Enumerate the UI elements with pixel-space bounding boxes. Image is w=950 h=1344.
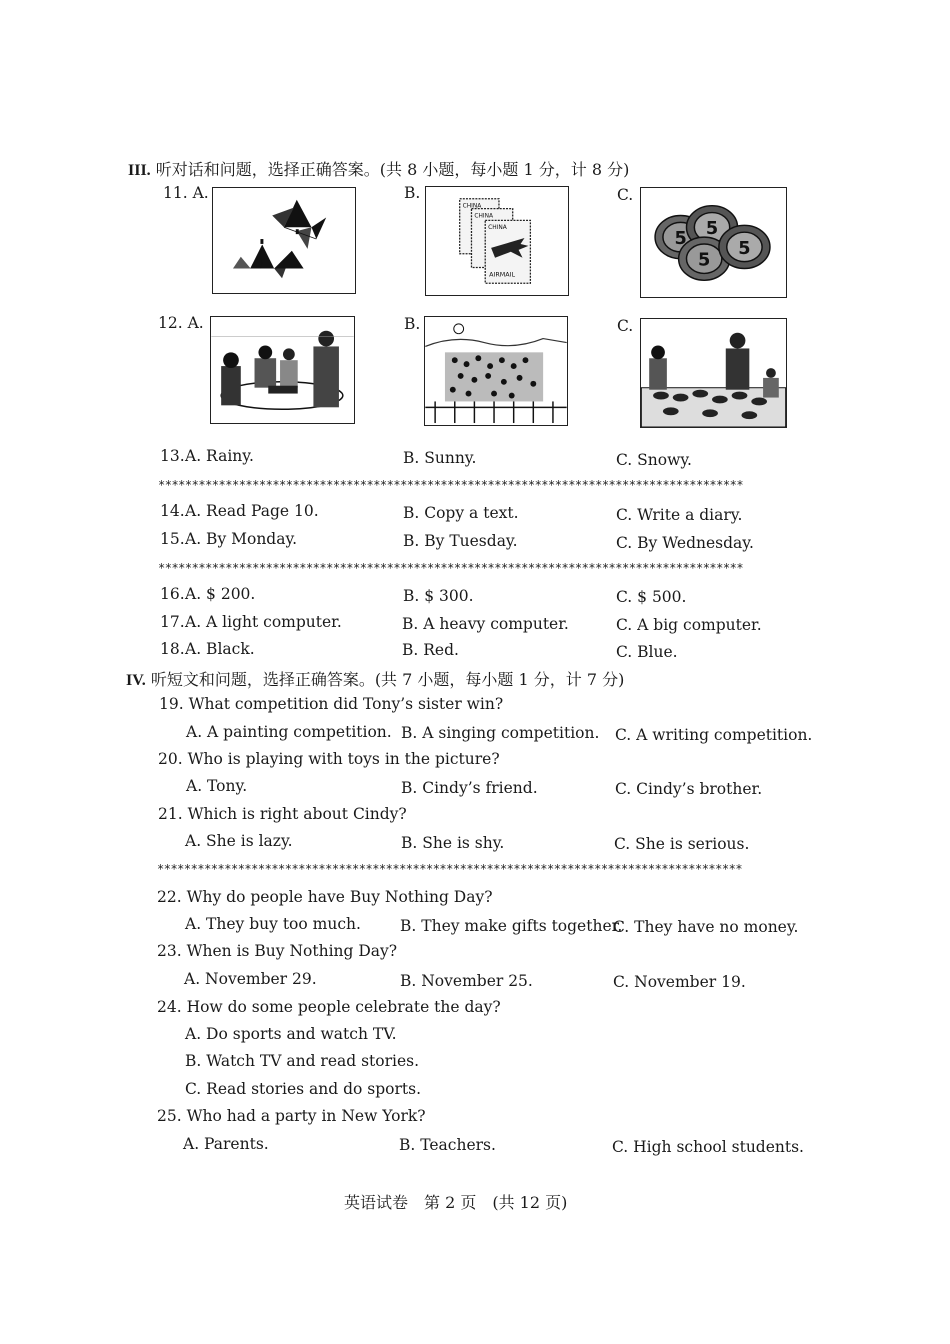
q14-option-c: C. Write a diary.	[616, 506, 743, 524]
q18-number: 18.	[160, 640, 185, 658]
q24-question: 24. How do some people celebrate the day?	[157, 998, 501, 1016]
q17-option-c: C. A big computer.	[616, 616, 762, 634]
coin-1-value: 5	[674, 228, 687, 249]
q24-option-b: B. Watch TV and read stories.	[185, 1052, 420, 1070]
q21-option-a: A. She is lazy.	[185, 832, 293, 850]
q11-c-label: C.	[617, 186, 634, 204]
q12-option-b-park-crowd-picture	[424, 316, 568, 426]
q15-option-b: B. By Tuesday.	[403, 532, 518, 550]
q11-label: 11. A.	[163, 184, 209, 202]
q12-c-label: C.	[617, 317, 634, 335]
q20-option-b: B. Cindy’s friend.	[401, 779, 538, 797]
q17-number: 17.	[160, 613, 185, 631]
q11-b-label: B.	[404, 184, 421, 202]
q25-question: 25. Who had a party in New York?	[157, 1107, 426, 1125]
q20-question: 20. Who is playing with toys in the picture?	[158, 750, 500, 768]
section-4-heading	[126, 667, 624, 690]
q17-option-b: B. A heavy computer.	[402, 615, 569, 633]
q12-option-c-market-picture	[640, 318, 787, 428]
coin-4-value: 5	[738, 238, 751, 259]
q16-option-a: A. $ 200.	[185, 585, 256, 603]
q13-option-b: B. Sunny.	[403, 449, 477, 467]
stamp-1-label: CHINA	[462, 203, 482, 210]
q18-option-a: A. Black.	[185, 640, 255, 658]
coin-2-value: 5	[705, 219, 719, 240]
q21-option-c: C. She is serious.	[614, 835, 750, 853]
q15-option-a: A. By Monday.	[185, 530, 298, 548]
q21-question: 21. Which is right about Cindy?	[158, 805, 407, 823]
coin-3-value: 5	[698, 250, 711, 271]
q13-option-a: A. Rainy.	[185, 447, 254, 465]
separator-stars-2: ***************************************************************************************	[158, 561, 744, 575]
q23-option-b: B. November 25.	[400, 972, 533, 990]
q11-option-c-coins-picture	[640, 187, 787, 298]
q16-option-c: C. $ 500.	[616, 588, 687, 606]
q20-option-c: C. Cindy’s brother.	[615, 780, 763, 798]
q23-question: 23. When is Buy Nothing Day?	[157, 942, 398, 960]
q25-option-b: B. Teachers.	[399, 1136, 496, 1154]
q24-option-a: A. Do sports and watch TV.	[185, 1025, 397, 1043]
q18-option-b: B. Red.	[402, 641, 459, 659]
q14-option-a: A. Read Page 10.	[185, 502, 319, 520]
q19-option-a: A. A painting competition.	[186, 723, 392, 741]
q19-question: 19. What competition did Tony’s sister win?	[159, 695, 504, 713]
q11-option-b-stamps-picture	[425, 186, 569, 296]
q23-option-a: A. November 29.	[184, 970, 317, 988]
q16-option-b: B. $ 300.	[403, 587, 474, 605]
q17-option-a: A. A light computer.	[185, 613, 342, 631]
q22-option-a: A. They buy too much.	[185, 915, 361, 933]
q15-option-c: C. By Wednesday.	[616, 534, 754, 552]
q19-option-b: B. A singing competition.	[401, 724, 600, 742]
page-footer: 英语试卷 第 2 页 (共 12 页)	[344, 1193, 568, 1212]
section-4-number: IV.	[126, 672, 146, 689]
q12-b-label: B.	[404, 315, 421, 333]
q21-option-b: B. She is shy.	[401, 834, 505, 852]
separator-stars-1: ***************************************************************************************	[158, 478, 744, 492]
q22-option-c: C. They have no money.	[613, 918, 799, 936]
q11-option-a-kites-picture	[212, 187, 356, 294]
q13-number: 13.	[160, 447, 185, 465]
q16-number: 16.	[160, 585, 185, 603]
section-3-number: III.	[128, 162, 151, 179]
stamp-3-label: CHINA	[488, 225, 507, 232]
q14-number: 14.	[160, 502, 185, 520]
q13-option-c: C. Snowy.	[616, 451, 692, 469]
q12-label: 12. A.	[158, 314, 204, 332]
q24-option-c: C. Read stories and do sports.	[185, 1080, 422, 1098]
q25-option-a: A. Parents.	[183, 1135, 269, 1153]
section-4-title: 听短文和问题，选择正确答案。(共 7 小题，每小题 1 分，计 7 分)	[150, 670, 625, 689]
q25-option-c: C. High school students.	[612, 1138, 804, 1156]
q18-option-c: C. Blue.	[616, 643, 678, 661]
q23-option-c: C. November 19.	[613, 973, 746, 991]
section-3-heading	[128, 157, 629, 180]
q20-option-a: A. Tony.	[186, 777, 248, 795]
q15-number: 15.	[160, 530, 185, 548]
stamp-airmail-label: AIRMAIL	[489, 270, 516, 279]
q12-option-a-restaurant-picture	[210, 316, 355, 424]
q14-option-b: B. Copy a text.	[403, 504, 519, 522]
q22-option-b: B. They make gifts together.	[400, 917, 623, 935]
q22-question: 22. Why do people have Buy Nothing Day?	[157, 888, 493, 906]
stamp-2-label: CHINA	[474, 213, 494, 220]
section-3-title: 听对话和问题，选择正确答案。(共 8 小题，每小题 1 分，计 8 分)	[155, 160, 630, 179]
separator-stars-3: ***************************************************************************************	[157, 862, 743, 876]
q19-option-c: C. A writing competition.	[615, 726, 813, 744]
